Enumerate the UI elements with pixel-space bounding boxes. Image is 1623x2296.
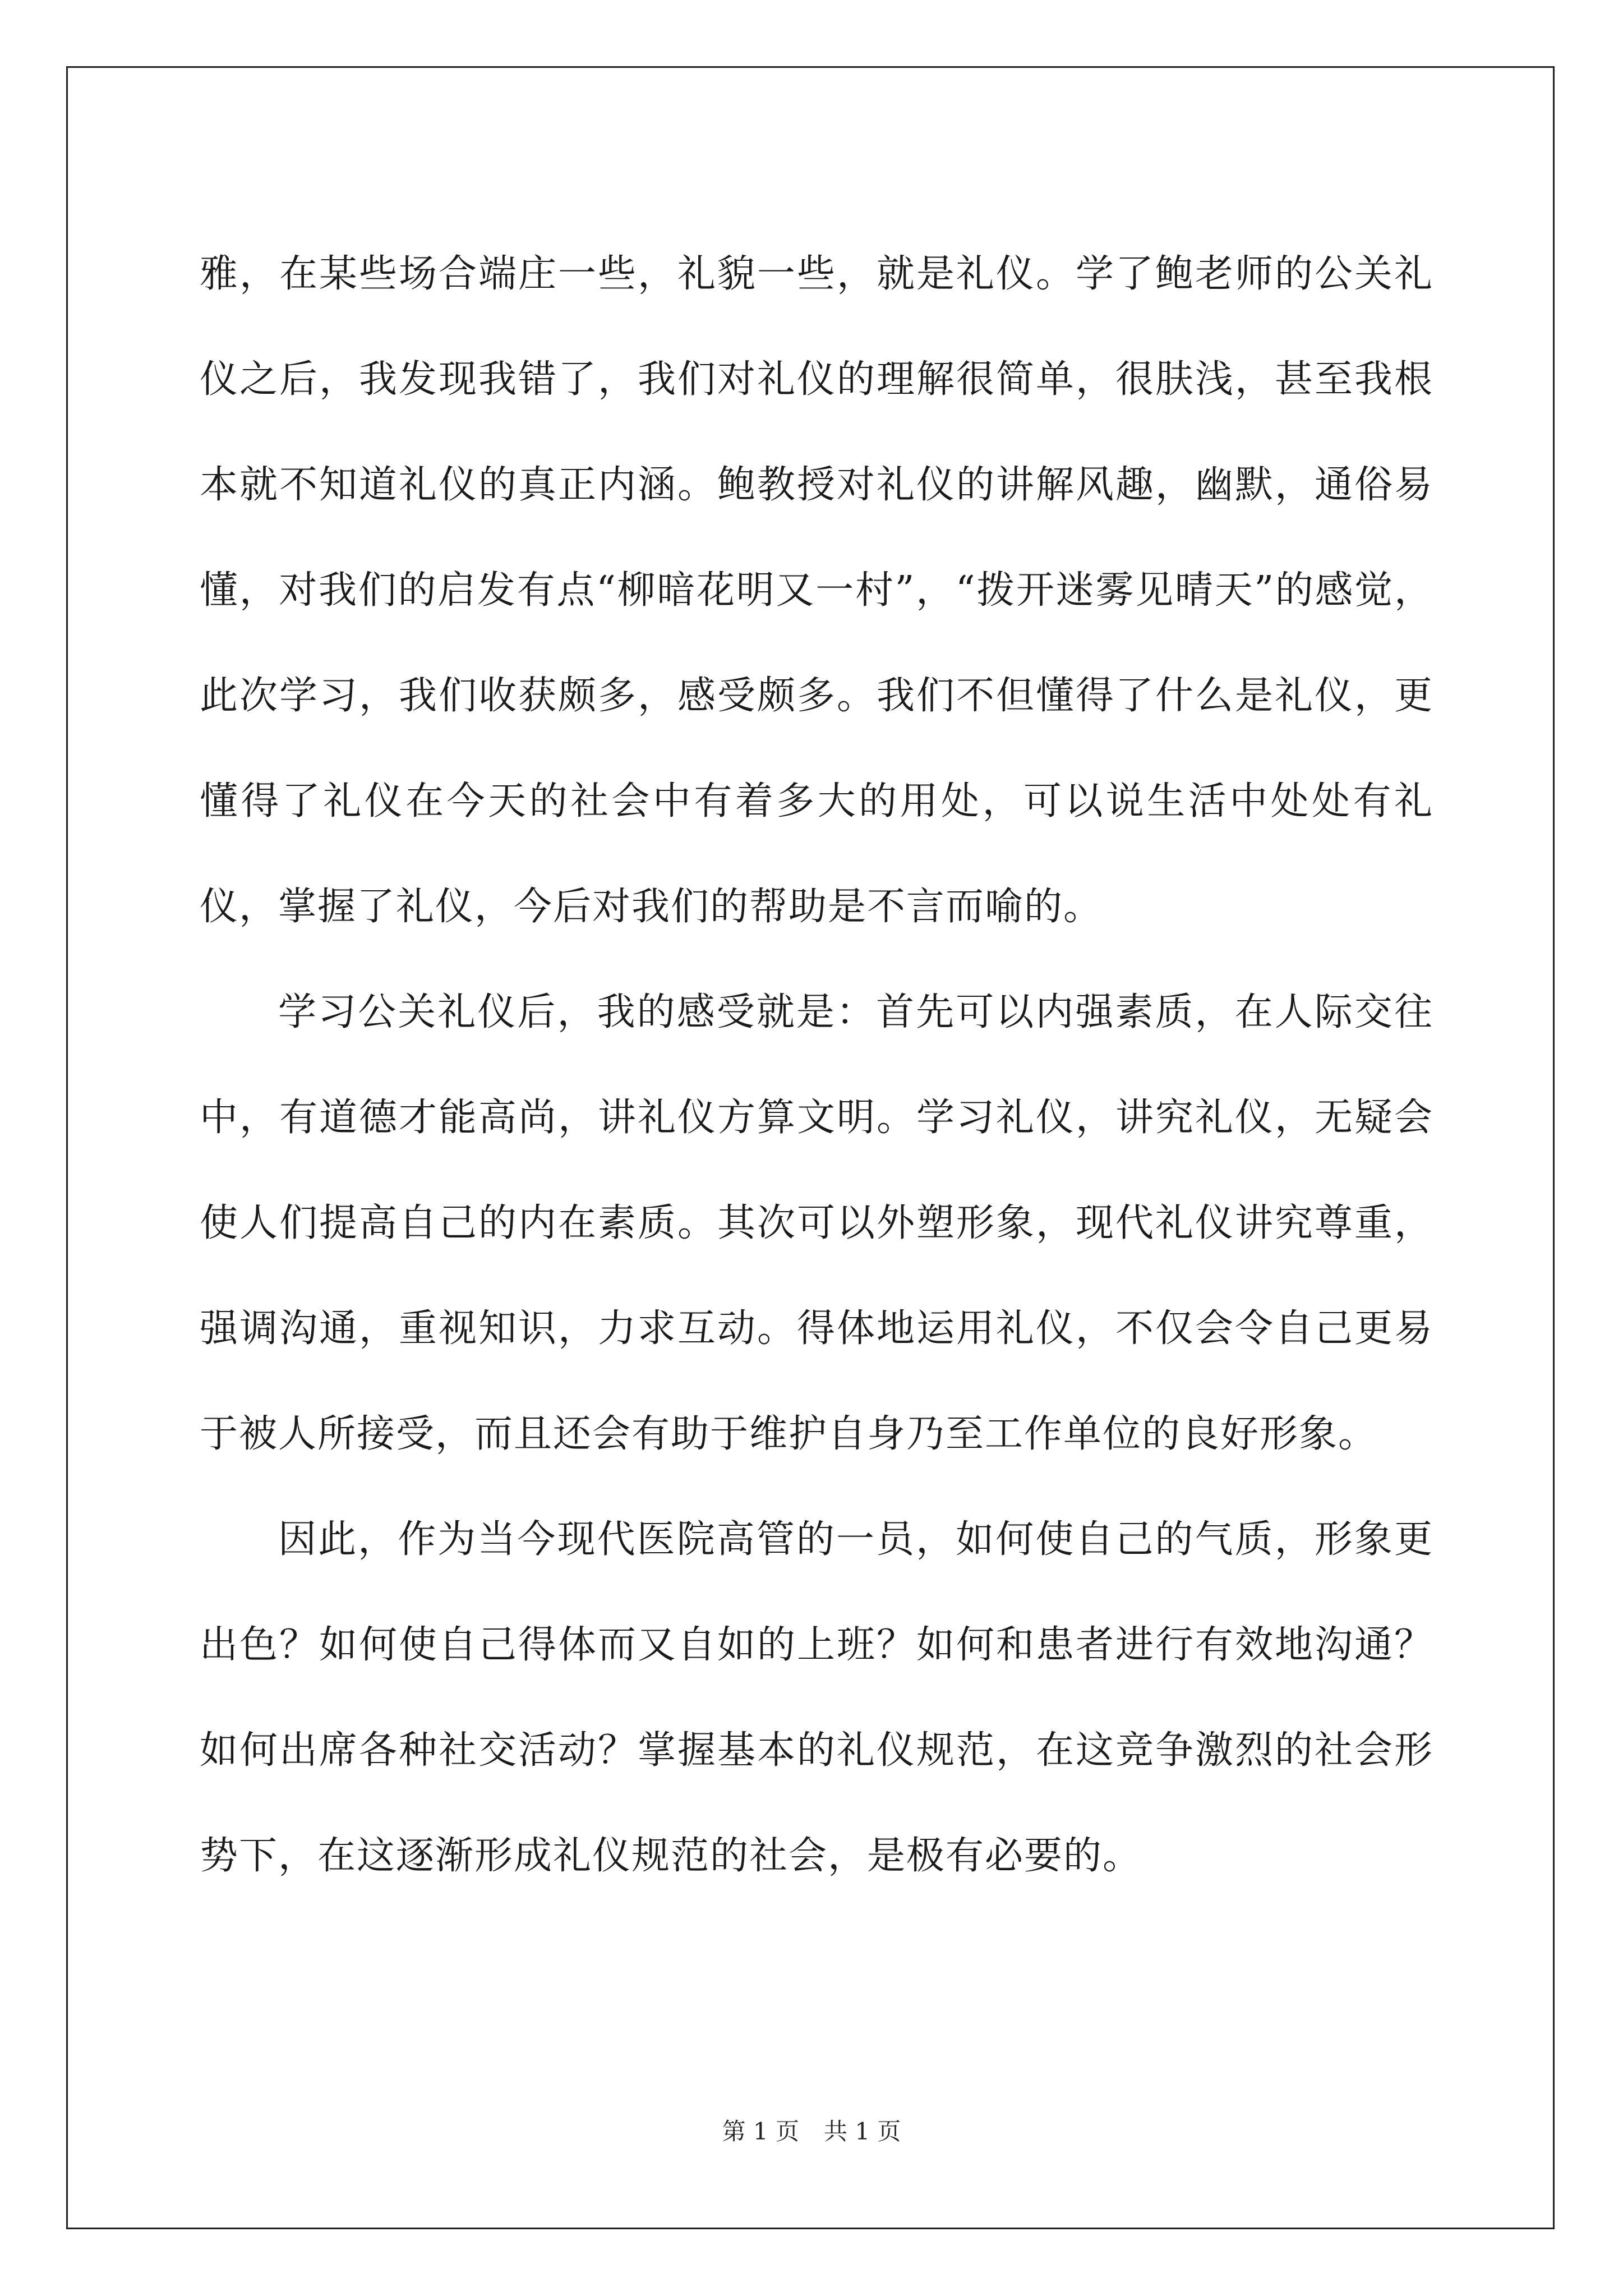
page-footer xyxy=(0,2115,1623,2148)
document-body xyxy=(200,222,1433,1909)
page-number: 第 1 页 xyxy=(722,2118,799,2145)
paragraph-3: 因此，作为当今现代医院高管的一员，如何使自己的气质，形象更出色？如何使自己得体而又自如的上班？如何和患者进行有效地沟通？如何出席各种社交活动？掌握基本的礼仪规范，在这竞争激烈的社会形势下，在这逐渐形成礼仪规范的社会，是极有必要的。 xyxy=(200,1517,1433,1878)
page-total: 共 1 页 xyxy=(824,2118,901,2145)
paragraph-2: 学习公关礼仪后，我的感受就是：首先可以内强素质，在人际交往中，有道德才能高尚，讲礼仪方算文明。学习礼仪，讲究礼仪，无疑会使人们提高自己的内在素质。其次可以外塑形象，现代礼仪讲究尊重，强调沟通，重视知识，力求互动。得体地运用礼仪，不仅会令自己更易于被人所接受，而且还会有助于维护自身乃至工作单位的良好形象。 xyxy=(200,990,1433,1456)
paragraph-1: 雅，在某些场合端庄一些，礼貌一些，就是礼仪。学了鲍老师的公关礼仪之后，我发现我错了，我们对礼仪的理解很简单，很肤浅，甚至我根本就不知道礼仪的真正内涵。鲍教授对礼仪的讲解风趣，幽默，通俗易懂，对我们的启发有点“柳暗花明又一村”，“拨开迷雾见晴天”的感觉，此次学习，我们收获颇多，感受颇多。我们不但懂得了什么是礼仪，更懂得了礼仪在今天的社会中有着多大的用处，可以说生活中处处有礼仪，掌握了礼仪，今后对我们的帮助是不言而喻的。 xyxy=(200,252,1433,929)
